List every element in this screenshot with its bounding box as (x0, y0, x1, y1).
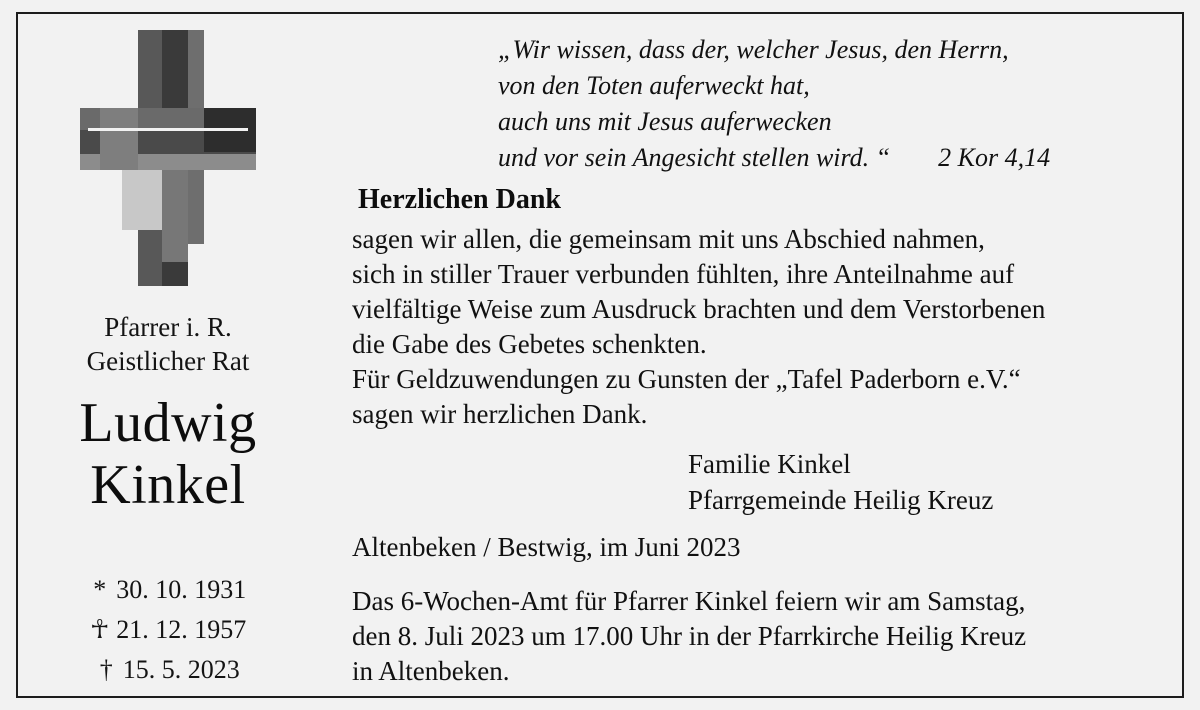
role-line-2: Geistlicher Rat (86, 346, 250, 376)
verse-reference: 2 Kor 4,14 (938, 143, 1051, 172)
place-and-date: Altenbeken / Bestwig, im Juni 2023 (352, 532, 741, 562)
verse-line-2: von den Toten auferweckt hat, (498, 71, 810, 100)
bible-verse (498, 32, 1178, 176)
death-cross-symbol: † (99, 655, 113, 684)
body-line-6: sagen wir herzlichen Dank. (352, 399, 648, 429)
thanks-body (352, 222, 1182, 432)
body-line-2: sich in stiller Trauer verbunden fühlten, ihre Anteilnahme auf (352, 259, 1015, 289)
service-notice (352, 584, 1184, 689)
cross-icon (80, 30, 260, 290)
first-name: Ludwig (79, 392, 257, 454)
signature-block (688, 446, 993, 518)
ordination-date: 21. 12. 1957 (116, 615, 247, 644)
deceased-name (18, 392, 318, 516)
role-line-1: Pfarrer i. R. (104, 312, 232, 342)
notice-line-2: den 8. Juli 2023 um 17.00 Uhr in der Pfarrkirche Heilig Kreuz (352, 621, 1027, 651)
date-row-death (18, 650, 318, 690)
birth-star-symbol: * (93, 575, 107, 604)
signature-line-1: Familie Kinkel (688, 449, 851, 479)
right-column (318, 14, 1182, 696)
birth-date: 30. 10. 1931 (116, 575, 247, 604)
verse-line-1: „Wir wissen, dass der, welcher Jesus, den Herrn, (498, 35, 1009, 64)
signature-line-2: Pfarrgemeinde Heilig Kreuz (688, 485, 994, 515)
obituary-card (16, 12, 1184, 698)
body-line-5: Für Geldzuwendungen zu Gunsten der „Tafel Paderborn e.V.“ (352, 364, 1021, 394)
verse-line-4-with-reference (498, 140, 1178, 176)
notice-line-1: Das 6-Wochen-Amt für Pfarrer Kinkel feiern wir am Samstag, (352, 586, 1026, 616)
date-row-ordination (18, 610, 318, 650)
date-row-birth (18, 570, 318, 610)
notice-line-3: in Altenbeken. (352, 656, 510, 686)
verse-line-3: auch uns mit Jesus auferwecken (498, 107, 832, 136)
left-column (18, 14, 318, 696)
body-line-3: vielfältige Weise zum Ausdruck brachten und dem Verstorbenen (352, 294, 1046, 324)
last-name: Kinkel (90, 454, 246, 516)
deceased-role (18, 310, 318, 378)
body-line-4: die Gabe des Gebetes schenkten. (352, 329, 707, 359)
thanks-heading: Herzlichen Dank (358, 184, 561, 215)
ordination-chalice-symbol: ☥ (90, 615, 110, 644)
death-date: 15. 5. 2023 (122, 655, 240, 684)
body-line-1: sagen wir allen, die gemeinsam mit uns Abschied nahmen, (352, 224, 985, 254)
life-dates (18, 570, 318, 690)
verse-line-4: und vor sein Angesicht stellen wird. “ (498, 143, 891, 172)
